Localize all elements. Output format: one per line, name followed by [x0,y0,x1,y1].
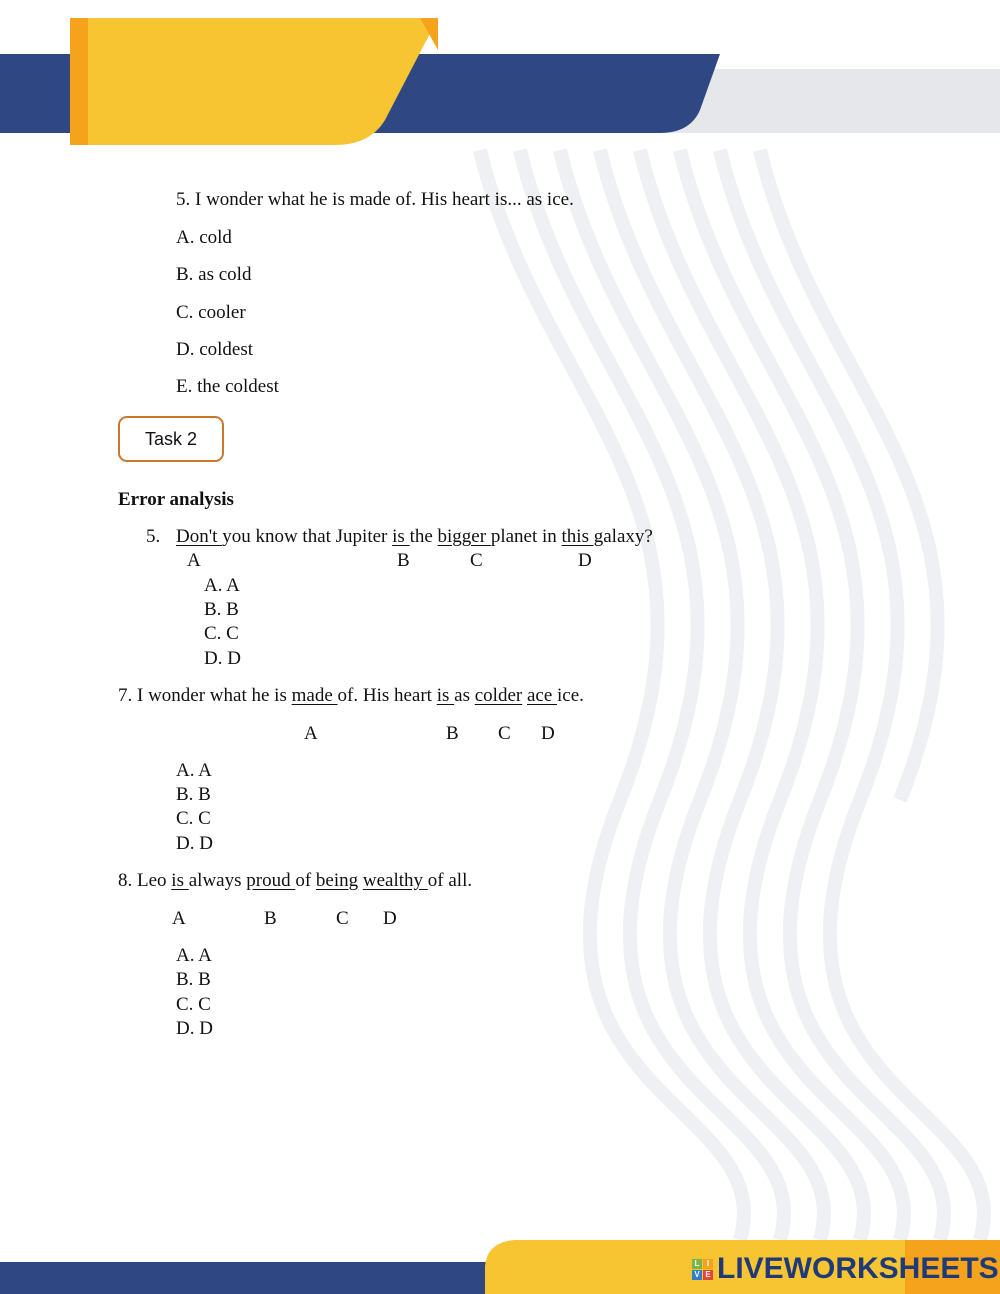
q5-number: 5. [146,526,161,547]
q7-sentence: 7. I wonder what he is made of. His heart is as colder ace ice. [118,685,584,706]
q8-letter-b: B [264,908,277,929]
q5-option-b[interactable]: B. B [204,599,239,620]
q5-underlined-b: is [392,526,410,547]
q7-letter-c: C [498,723,511,744]
q5-letter-b: B [397,550,410,571]
q5-letter-c: C [470,550,483,571]
q5-letter-d: D [578,550,592,571]
q5-option-c[interactable]: C. C [204,623,239,644]
q8-option-b[interactable]: B. B [176,969,211,990]
logo-text: LIVEWORKSHEETS [717,1252,999,1285]
q5-underlined-c: bigger [437,526,491,547]
liveworksheets-logo [692,1253,999,1285]
q8-underlined-a: is [171,870,189,891]
q8-underlined-c: being [315,870,359,891]
q5-underlined-d: this g [561,526,604,547]
task1-option-b[interactable]: B. as cold [176,264,252,285]
q8-letter-c: C [336,908,349,929]
q7-option-c[interactable]: C. C [176,808,211,829]
logo-blocks-icon: L I V E [692,1259,713,1280]
q8-option-d[interactable]: D. D [176,1018,213,1039]
q5-letter-a: A [187,550,201,571]
q5-option-a[interactable]: A. A [204,575,240,596]
task1-option-a[interactable]: A. cold [176,227,232,248]
q7-letter-d: D [541,723,555,744]
task-2-label: Task 2 [118,416,224,462]
q7-underlined-b: is [436,685,455,706]
q7-option-b[interactable]: B. B [176,784,211,805]
q7-underlined-d: ace [526,685,558,706]
q7-underlined-a: made [291,685,338,706]
q7-option-a[interactable]: A. A [176,760,212,781]
task1-option-d[interactable]: D. coldest [176,339,254,360]
task1-option-e[interactable]: E. the coldest [176,376,279,397]
q5-underlined-a: Don't [176,526,223,547]
section-heading: Error analysis [118,489,234,510]
q8-sentence: 8. Leo is always proud of being wealthy of all. [118,870,473,891]
q8-underlined-b: proud [246,870,296,891]
task1-question-5: 5. I wonder what he is made of. His heart is... as ice. [176,189,574,210]
q7-underlined-c: colder [474,685,523,706]
task1-option-c[interactable]: C. cooler [176,302,246,323]
q8-letter-a: A [172,908,186,929]
q8-option-a[interactable]: A. A [176,945,212,966]
q7-option-d[interactable]: D. D [176,833,213,854]
q7-letter-b: B [446,723,459,744]
q8-letter-d: D [383,908,397,929]
q5-sentence: Don't you know that Jupiter is the bigger planet in this galaxy? [176,526,653,547]
q7-letter-a: A [304,723,318,744]
q5-option-d[interactable]: D. D [204,648,241,669]
q8-option-c[interactable]: C. C [176,994,211,1015]
q8-underlined-d: wealthy [362,870,428,891]
